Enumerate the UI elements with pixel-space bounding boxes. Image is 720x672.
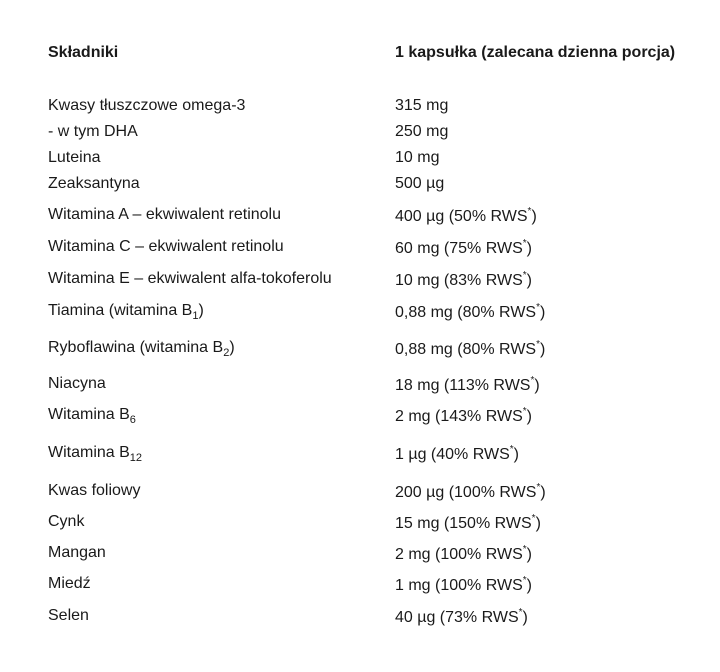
footnote-mark: * [527,206,532,217]
ingredient-name: - w tym DHA [48,123,138,140]
table-row [0,575,720,599]
ingredient-amount: 2 mg (100% RWS*) [395,544,532,563]
table-row [0,149,720,173]
footnote-mark: * [536,302,540,313]
ingredient-amount: 1 mg (100% RWS*) [395,575,532,594]
ingredient-amount: 40 µg (73% RWS*) [395,607,528,626]
ingredient-name: Mangan [48,544,106,561]
table-row [0,482,720,506]
table-row [0,375,720,399]
ingredient-amount: 15 mg (150% RWS*) [395,513,541,532]
ingredient-amount: 500 µg [395,175,445,192]
ingredient-name: Witamina A – ekwiwalent retinolu [48,206,281,223]
table-row [0,302,720,326]
footnote-mark: * [522,270,527,281]
column-header-ingredients: Składniki [48,44,119,61]
footnote-mark: * [536,482,541,493]
column-header-amount: 1 kapsułka (zalecana dzienna porcja) [395,44,676,61]
ingredient-name: Ryboflawina (witamina $B_2$) [48,339,235,359]
footnote-mark: * [522,406,527,417]
ingredient-amount: 200 µg (100% RWS*) [395,482,546,501]
ingredient-name: Tiamina (witamina $B_1$) [48,302,204,322]
ingredient-name: Witamina C – ekwiwalent retinolu [48,238,284,255]
ingredient-name: Kwas foliowy [48,482,141,499]
ingredient-name: Luteina [48,149,101,166]
ingredient-name: Witamina $B_{12}$ [48,444,143,464]
table-row [0,238,720,262]
ingredient-amount: 18 mg (113% RWS*) [395,375,540,394]
ingredient-amount: 315 mg [395,97,449,114]
ingredient-name: Miedź [48,575,91,592]
ingredient-name: Kwasy tłuszczowe omega-3 [48,97,246,114]
ingredient-amount: 10 mg [395,149,440,166]
table-row [0,444,720,468]
ingredient-amount: 2 mg (143% RWS*) [395,406,532,425]
ingredient-name: Witamina E – ekwiwalent alfa-tokoferolu [48,270,332,287]
ingredient-amount: 0,88 mg (80% RWS*) [395,302,546,321]
ingredient-name: Cynk [48,513,85,530]
table-row [0,175,720,199]
ingredient-name: Zeaksantyna [48,175,140,192]
ingredient-amount: 400 µg (50% RWS*) [395,206,537,225]
ingredient-amount: 60 mg (75% RWS*) [395,238,532,257]
ingredient-amount: 0,88 mg (80% RWS*) [395,339,546,358]
footnote-mark: * [509,444,514,455]
footnote-mark: * [522,575,527,586]
ingredient-name: Niacyna [48,375,106,392]
ingredient-name: Selen [48,607,89,624]
ingredient-amount: 10 mg (83% RWS*) [395,270,532,289]
ingredient-amount: 1 µg (40% RWS*) [395,444,519,463]
table-row [0,513,720,537]
footnote-mark: * [531,513,536,524]
table-row [0,544,720,568]
table-row [0,339,720,363]
table-row [0,406,720,430]
table-row [0,206,720,230]
footnote-mark: * [522,238,527,249]
footnote-mark: * [518,607,523,618]
ingredient-name: Witamina $B_6$ [48,406,136,426]
footnote-mark: * [522,544,527,555]
footnote-mark: * [536,339,540,350]
ingredient-amount: 250 mg [395,123,449,140]
table-row [0,97,720,121]
footnote-mark: * [530,375,535,386]
table-row [0,123,720,147]
table-row [0,270,720,294]
table-row [0,607,720,631]
